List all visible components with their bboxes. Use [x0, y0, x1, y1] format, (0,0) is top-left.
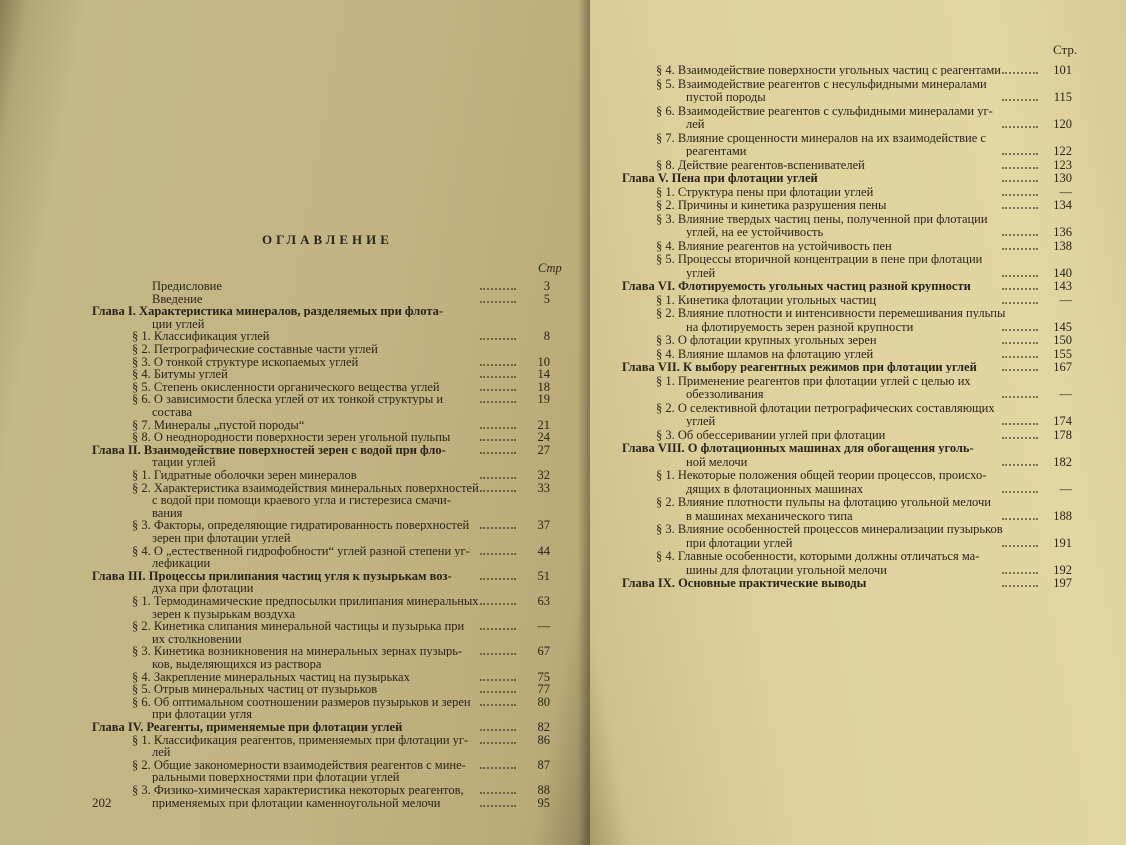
- page-number: 80: [537, 694, 550, 709]
- page-number: 44: [537, 543, 550, 558]
- page-number: 188: [1053, 508, 1072, 523]
- dot-leader: [480, 427, 516, 429]
- section-title: § 1. Применение реагентов при флотации углей с целью их: [656, 374, 971, 387]
- entry-continuation: ной мелочи: [686, 455, 748, 468]
- section-title: § 3. Кинетика возникновения на минеральных зернах пузырь-: [132, 645, 463, 658]
- entry-continuation: шины для флотации угольной мелочи: [686, 563, 887, 576]
- toc-heading: ОГЛАВЛЕНИЕ: [262, 232, 393, 247]
- page-number: 167: [1053, 360, 1072, 374]
- entry-continuation: зерен к пузырькам воздуха: [152, 607, 296, 620]
- page-number: 155: [1053, 346, 1072, 361]
- page-number: 21: [537, 417, 550, 432]
- dot-leader: [1002, 491, 1038, 493]
- page-number: 143: [1053, 279, 1072, 293]
- entry-continuation: духа при флотации: [152, 582, 254, 595]
- page-number: —: [1059, 292, 1072, 307]
- page-folio: 202: [92, 795, 112, 810]
- page-number: 14: [537, 367, 550, 382]
- section-title: § 1. Классификация углей: [132, 330, 270, 343]
- entry-continuation: состава: [152, 406, 193, 418]
- entry-continuation: ральными поверхностями при флотации углей: [152, 771, 400, 784]
- dot-leader: [480, 679, 516, 681]
- section-title: § 6. Об оптимальном соотношении размеров пузырьков и зерен: [132, 695, 471, 708]
- section-title: § 1. Классификация реагентов, применяемых при флотации уг-: [132, 733, 469, 746]
- entry-continuation: с водой при помощи краевого угла и гистерезиса смачи-: [152, 494, 451, 507]
- page-number: 95: [537, 795, 550, 810]
- dot-leader: [1002, 396, 1038, 398]
- dot-leader: [480, 704, 516, 706]
- entry-continuation: тации углей: [152, 456, 216, 469]
- dot-leader: [480, 439, 516, 441]
- section-title: § 4. Главные особенности, которыми должны отличаться ма-: [656, 550, 980, 562]
- dot-leader: [480, 527, 516, 529]
- dot-leader: [480, 364, 516, 366]
- page-number: 88: [537, 783, 550, 797]
- page-number: 5: [543, 291, 550, 306]
- entry-continuation: на флотируемость зерен разной крупности: [686, 320, 914, 333]
- entry-continuation: применяемых при флотации каменноугольной мелочи: [152, 796, 441, 809]
- section-title: § 1. Гидратные оболочки зерен минералов: [132, 469, 357, 481]
- dot-leader: [480, 691, 516, 693]
- dot-leader: [480, 452, 516, 454]
- entry-continuation: реагентами: [686, 145, 747, 157]
- entry-continuation: углей, на ее устойчивость: [686, 226, 824, 238]
- dot-leader: [1002, 518, 1038, 520]
- dot-leader: [480, 742, 516, 744]
- entry-continuation: углей: [686, 415, 716, 427]
- section-title: § 3. Влияние твердых частиц пены, полученной при флотации: [656, 212, 988, 225]
- section-title: § 4. Закрепление минеральных частиц на пузырьках: [132, 670, 410, 683]
- page-number: —: [537, 619, 550, 634]
- entry-continuation: обеззоливания: [686, 388, 764, 400]
- page-number: 18: [537, 379, 550, 394]
- chapter-title: Глава IX. Основные практические выводы: [622, 577, 867, 589]
- dot-leader: [480, 792, 516, 794]
- section-title: § 4. Битумы углей: [132, 368, 228, 381]
- page-column-header: Стр.: [1053, 42, 1078, 57]
- page-number: —: [1059, 184, 1072, 199]
- dot-leader: [480, 477, 516, 479]
- dot-leader: [480, 805, 516, 807]
- page-number: 134: [1053, 198, 1072, 212]
- entry-continuation: их столкновении: [152, 632, 242, 645]
- section-title: § 4. Влияние реагентов на устойчивость пен: [656, 239, 892, 252]
- entry-continuation: углей: [686, 266, 716, 279]
- page-number: 24: [537, 430, 550, 445]
- section-title: § 4. О „естественной гидрофобности“ углей разной степени уг-: [132, 544, 470, 557]
- dot-leader: [1002, 72, 1038, 74]
- entry-continuation: при флотации углей: [686, 536, 793, 549]
- dot-leader: [480, 301, 516, 303]
- dot-leader: [1002, 99, 1038, 101]
- entry-continuation: дящих в флотационных машинах: [686, 482, 864, 495]
- entry-continuation: лефикации: [152, 557, 211, 570]
- dot-leader: [1002, 207, 1038, 209]
- dot-leader: [1002, 585, 1038, 587]
- dot-leader: [1002, 572, 1038, 574]
- entry-continuation: при флотации угля: [152, 708, 252, 721]
- dot-leader: [480, 603, 516, 605]
- section-title: § 5. Процессы вторичной концентрации в пене при флотации: [656, 253, 983, 265]
- page-number: 86: [537, 732, 550, 747]
- chapter-title: Глава I. Характеристика минералов, разделяемых при флота-: [92, 305, 444, 318]
- section-title: § 2. Общие закономерности взаимодействия реагентов с мине-: [132, 758, 466, 771]
- page-number: 130: [1053, 171, 1072, 185]
- section-title: § 3. О тонкой структуре ископаемых углей: [132, 355, 359, 368]
- section-title: § 1. Кинетика флотации угольных частиц: [656, 293, 877, 306]
- page-number: 136: [1053, 225, 1072, 239]
- section-title: § 6. Взаимодействие реагентов с сульфидными минералами уг-: [656, 104, 993, 117]
- page-number: 174: [1053, 414, 1072, 428]
- dot-leader: [1002, 545, 1038, 547]
- chapter-title: Глава IV. Реагенты, применяемые при флотации углей: [92, 721, 403, 733]
- section-title: § 5. Степень окисленности органического вещества углей: [132, 380, 440, 393]
- dot-leader: [1002, 248, 1038, 250]
- section-title: § 3. Влияние особенностей процессов минерализации пузырьков: [656, 523, 1003, 535]
- dot-leader: [1002, 356, 1038, 358]
- dot-leader: [1002, 423, 1038, 425]
- dot-leader: [1002, 167, 1038, 169]
- page-number: 3: [543, 279, 550, 293]
- page-number: 178: [1053, 427, 1072, 442]
- dot-leader: [1002, 194, 1038, 196]
- section-title: § 2. Петрографические составные части углей: [132, 343, 378, 355]
- dot-leader: [480, 553, 516, 555]
- chapter-title: Глава V. Пена при флотации углей: [622, 172, 818, 184]
- page-number: 63: [537, 594, 550, 608]
- section-title: § 4. Влияние шламов на флотацию углей: [656, 347, 874, 360]
- section-title: § 2. Влияние плотности и интенсивности перемешивания пульпы: [656, 307, 1006, 319]
- section-title: § 5. Взаимодействие реагентов с несульфидными минералами: [656, 77, 987, 90]
- page-number: 115: [1053, 90, 1072, 104]
- page-number: 140: [1053, 265, 1072, 280]
- dot-leader: [1002, 288, 1038, 290]
- section-title: § 3. О флотации крупных угольных зерен: [656, 334, 877, 346]
- entry-continuation: лей: [686, 118, 705, 130]
- dot-leader: [1002, 342, 1038, 344]
- section-title: § 7. Минералы „пустой породы“: [132, 418, 305, 431]
- entry-continuation: ков, выделяющихся из раствора: [152, 658, 322, 670]
- page-number: 67: [537, 644, 550, 659]
- section-title: § 6. О зависимости блеска углей от их тонкой структуры и: [132, 393, 444, 406]
- dot-leader: [1002, 302, 1038, 304]
- section-title: § 2. О селективной флотации петрографических составляющих: [656, 401, 995, 414]
- entry-continuation: ции углей: [152, 317, 205, 330]
- section-title: § 1. Некоторые положения общей теории процессов, происхо-: [656, 469, 987, 481]
- dot-leader: [480, 628, 516, 630]
- section-title: § 3. Физико-химическая характеристика некоторых реагентов,: [132, 784, 464, 796]
- entry-continuation: Введение: [152, 292, 203, 305]
- right-page: [590, 0, 1126, 845]
- page-number: 19: [537, 392, 550, 407]
- dot-leader: [1002, 437, 1038, 439]
- page-number: 75: [537, 669, 550, 684]
- page-number: 33: [537, 480, 550, 495]
- chapter-title: Глава VII. К выбору реагентных режимов при флотации углей: [622, 361, 977, 373]
- page-number: 197: [1053, 576, 1072, 590]
- section-title: § 1. Термодинамические предпосылки прилипания минеральных: [132, 595, 479, 607]
- section-title: § 2. Причины и кинетика разрушения пены: [656, 199, 887, 211]
- dot-leader: [480, 401, 516, 403]
- chapter-title: Глава VI. Флотируемость угольных частиц разной крупности: [622, 280, 971, 292]
- dot-leader: [1002, 329, 1038, 331]
- page-number: 51: [537, 568, 550, 583]
- page-number: 145: [1053, 319, 1072, 334]
- section-title: § 7. Влияние срощенности минералов на их взаимодействие с: [656, 131, 986, 144]
- page-number: 101: [1053, 63, 1072, 77]
- dot-leader: [480, 288, 516, 290]
- entry-continuation: пустой породы: [686, 91, 766, 103]
- entry-continuation: Предисловие: [152, 280, 222, 292]
- dot-leader: [480, 578, 516, 580]
- dot-leader: [1002, 234, 1038, 236]
- dot-leader: [1002, 369, 1038, 371]
- dot-leader: [480, 490, 516, 492]
- section-title: § 3. Факторы, определяющие гидратированность поверхностей: [132, 519, 470, 532]
- chapter-title: Глава II. Взаимодействие поверхностей зерен с водой при фло-: [92, 443, 446, 456]
- section-title: § 8. Действие реагентов-вспенивателей: [656, 158, 865, 171]
- page-number: 192: [1053, 562, 1072, 577]
- entry-continuation: вания: [152, 506, 183, 519]
- section-title: § 3. Об обессеривании углей при флотации: [656, 428, 886, 441]
- dot-leader: [1002, 275, 1038, 277]
- section-title: § 2. Характеристика взаимодействия минеральных поверхностей: [132, 481, 479, 494]
- chapter-title: Глава III. Процессы прилипания частиц угля к пузырькам воз-: [92, 569, 452, 582]
- dot-leader: [1002, 126, 1038, 128]
- page-number: 82: [537, 720, 550, 734]
- page-number: 37: [537, 518, 550, 533]
- section-title: § 1. Структура пены при флотации углей: [656, 185, 874, 198]
- section-title: § 5. Отрыв минеральных частиц от пузырьков: [132, 683, 378, 696]
- dot-leader: [480, 767, 516, 769]
- page-number: 10: [537, 354, 550, 369]
- section-title: § 8. О неоднородности поверхности зерен угольной пульпы: [132, 431, 451, 444]
- dot-leader: [480, 729, 516, 731]
- chapter-title: Глава VIII. О флотационных машинах для обогащения уголь-: [622, 442, 974, 454]
- page-number: 32: [537, 468, 550, 482]
- dot-leader: [480, 389, 516, 391]
- dot-leader: [480, 338, 516, 340]
- page-number: 27: [537, 442, 550, 457]
- dot-leader: [480, 653, 516, 655]
- page-number: 182: [1053, 454, 1072, 469]
- page-number: —: [1059, 481, 1072, 496]
- page-number: 191: [1053, 535, 1072, 550]
- page-number: 138: [1053, 238, 1072, 253]
- page-number: —: [1059, 387, 1072, 401]
- page-number: 8: [543, 329, 550, 344]
- dot-leader: [1002, 464, 1038, 466]
- section-title: § 4. Взаимодействие поверхности угольных частиц с реагентами: [656, 64, 1001, 76]
- page-number: 122: [1053, 144, 1072, 158]
- section-title: § 2. Влияние плотности пульпы на флотацию угольной мелочи: [656, 496, 991, 508]
- page-number: 120: [1053, 117, 1072, 131]
- dot-leader: [480, 376, 516, 378]
- section-title: § 2. Кинетика слипания минеральной частицы и пузырька при: [132, 620, 465, 633]
- entry-continuation: зерен при флотации углей: [152, 532, 291, 544]
- dot-leader: [1002, 153, 1038, 155]
- entry-continuation: в машинах механического типа: [686, 509, 853, 522]
- dot-leader: [1002, 180, 1038, 182]
- entry-continuation: лей: [152, 746, 171, 759]
- page-number: 87: [537, 757, 550, 772]
- page-number: 77: [537, 682, 550, 697]
- page-number: 150: [1053, 333, 1072, 347]
- page-column-header: Стр: [538, 261, 562, 275]
- page-number: 123: [1053, 157, 1072, 172]
